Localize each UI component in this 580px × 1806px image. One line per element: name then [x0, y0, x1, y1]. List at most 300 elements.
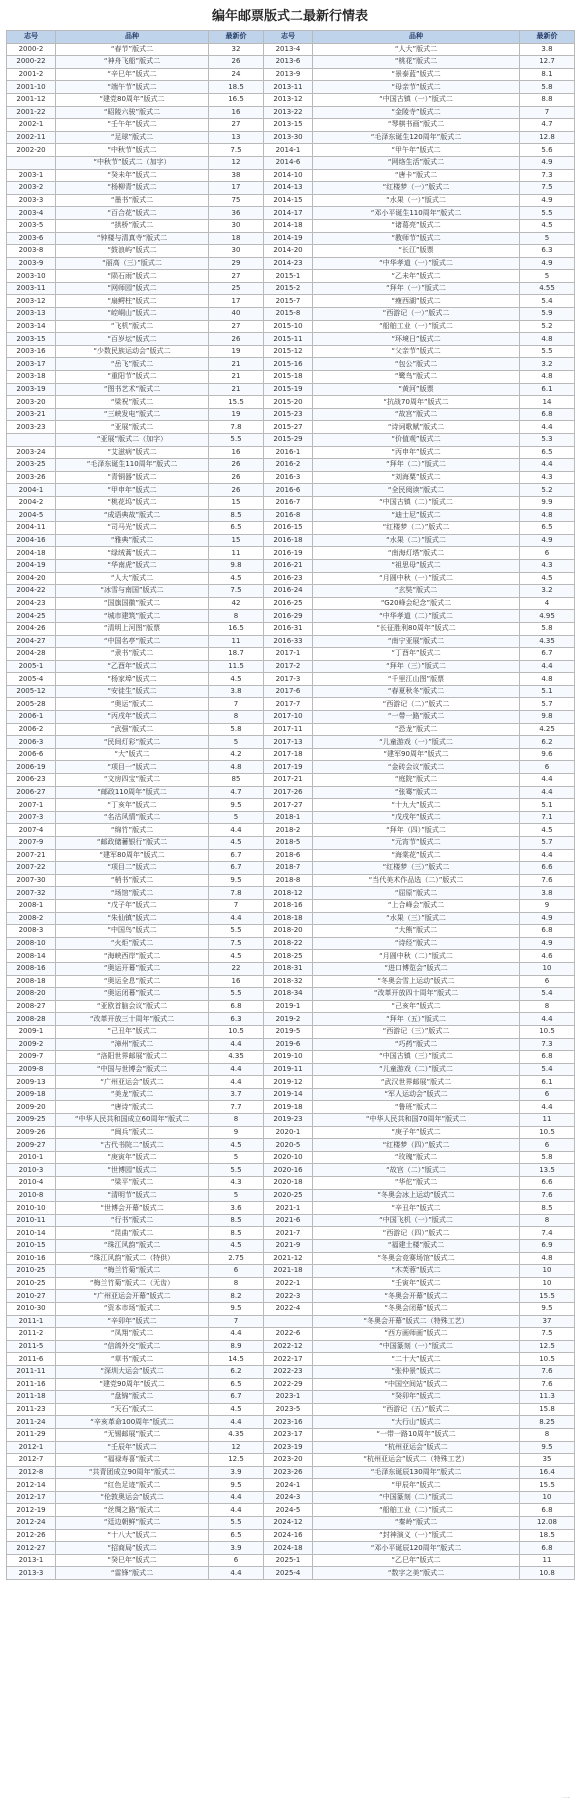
left-latest-price-cell: 3.9 — [209, 1466, 264, 1479]
right-issue-number-cell: 2014-23 — [264, 257, 313, 270]
left-latest-price-cell: 8.2 — [209, 1290, 264, 1303]
right-variety-cell: “桃花”版式二 — [313, 56, 520, 69]
left-latest-price-cell: 3.7 — [209, 1088, 264, 1101]
right-variety-cell: “玫瑰”版式二 — [313, 1151, 520, 1164]
table-row — [7, 358, 575, 371]
left-issue-number-cell — [7, 434, 56, 447]
left-issue-number-cell: 2008-18 — [7, 975, 56, 988]
right-variety-cell: “杭州亚运会”版式二 — [313, 1441, 520, 1454]
right-latest-price-cell: 5.5 — [520, 207, 575, 220]
left-latest-price-cell: 5 — [209, 811, 264, 824]
table-row — [7, 811, 575, 824]
left-issue-number-cell: 2007-9 — [7, 837, 56, 850]
left-issue-number-cell: 2003-6 — [7, 232, 56, 245]
right-latest-price-cell: 8 — [520, 1000, 575, 1013]
right-issue-number-cell: 2017-2 — [264, 660, 313, 673]
right-issue-number-cell: 2025-1 — [264, 1554, 313, 1567]
right-issue-number-cell: 2018-16 — [264, 899, 313, 912]
right-variety-cell: “十九大”版式二 — [313, 799, 520, 812]
left-variety-cell: “绿绒蒿”版式二 — [56, 547, 209, 560]
left-variety-cell: “廷边朝鲜”版式二 — [56, 1517, 209, 1530]
left-variety-cell: “重阳节”版式二 — [56, 371, 209, 384]
right-latest-price-cell: 35 — [520, 1454, 575, 1467]
left-variety-cell: “邮政110周年”版式二 — [56, 786, 209, 799]
right-issue-number-cell: 2015-8 — [264, 308, 313, 321]
left-variety-cell: “成语典故”版式二 — [56, 509, 209, 522]
left-issue-number-cell: 2008-1 — [7, 899, 56, 912]
table-row — [7, 648, 575, 661]
table-row — [7, 1378, 575, 1391]
left-issue-number-cell: 2011-24 — [7, 1416, 56, 1429]
left-issue-number-cell: 2013-1 — [7, 1554, 56, 1567]
table-row — [7, 1441, 575, 1454]
left-issue-number-cell: 2003-5 — [7, 219, 56, 232]
right-variety-cell: “恐龙”版式二 — [313, 723, 520, 736]
right-variety-cell: “军人运动会”版式二 — [313, 1088, 520, 1101]
right-latest-price-cell: 7.5 — [520, 182, 575, 195]
left-latest-price-cell: 9.5 — [209, 1302, 264, 1315]
table-row — [7, 1567, 575, 1580]
right-latest-price-cell: 37 — [520, 1315, 575, 1328]
right-variety-cell: “张骞”版式二 — [313, 786, 520, 799]
left-variety-cell: “中国名亭”版式二 — [56, 635, 209, 648]
right-variety-cell: “故宫”版式二 — [313, 408, 520, 421]
left-variety-cell: “梢书”版式二 — [56, 874, 209, 887]
right-variety-cell: “价值观”版式二 — [313, 434, 520, 447]
right-issue-number-cell: 2020-18 — [264, 1177, 313, 1190]
left-variety-cell: “深圳大运会”版式二 — [56, 1365, 209, 1378]
table-row — [7, 1554, 575, 1567]
right-latest-price-cell: 8.25 — [520, 1416, 575, 1429]
right-latest-price-cell: 14 — [520, 396, 575, 409]
right-variety-cell: “毛泽东诞生120周年”版式二 — [313, 131, 520, 144]
left-variety-cell: “名沽风情”版式二 — [56, 811, 209, 824]
right-issue-number-cell: 2013-9 — [264, 68, 313, 81]
right-latest-price-cell: 10.5 — [520, 1025, 575, 1038]
left-variety-cell: “清明上河图”版票 — [56, 622, 209, 635]
table-row — [7, 1391, 575, 1404]
left-variety-cell: “毛泽东诞生110周年”版式二 — [56, 459, 209, 472]
left-variety-cell: “癸未年”版式二 — [56, 169, 209, 182]
right-latest-price-cell: 5.1 — [520, 685, 575, 698]
left-latest-price-cell: 5.8 — [209, 723, 264, 736]
right-variety-cell: “中华孝道（一）”版式二 — [313, 257, 520, 270]
left-issue-number-cell: 2007-30 — [7, 874, 56, 887]
table-row — [7, 1403, 575, 1416]
right-variety-cell: “西游记（五）”版式二 — [313, 1403, 520, 1416]
left-issue-number-cell: 2002-20 — [7, 144, 56, 157]
left-latest-price-cell: 17 — [209, 182, 264, 195]
right-issue-number-cell: 2020-10 — [264, 1151, 313, 1164]
left-variety-cell: “隶书”版式二 — [56, 648, 209, 661]
left-variety-cell: “闽兵”版式二 — [56, 1126, 209, 1139]
table-row — [7, 597, 575, 610]
right-issue-number-cell: 2018-8 — [264, 874, 313, 887]
header-id-left: 志号 — [7, 31, 56, 44]
right-variety-cell: “己亥年”版式二 — [313, 1000, 520, 1013]
right-latest-price-cell: 6.6 — [520, 862, 575, 875]
right-variety-cell: “故宫（二）”版式二 — [313, 1164, 520, 1177]
table-row — [7, 144, 575, 157]
left-issue-number-cell: 2011-16 — [7, 1378, 56, 1391]
right-latest-price-cell: 7.4 — [520, 1227, 575, 1240]
right-issue-number-cell: 2014-20 — [264, 245, 313, 258]
left-latest-price-cell: 38 — [209, 169, 264, 182]
left-variety-cell: “辛亥革命100周年”版式二 — [56, 1416, 209, 1429]
header-id-right: 志号 — [264, 31, 313, 44]
right-latest-price-cell: 6.8 — [520, 1051, 575, 1064]
price-table — [6, 30, 575, 1580]
right-issue-number-cell: 2015-10 — [264, 320, 313, 333]
left-variety-cell: “神舟飞船”版式二 — [56, 56, 209, 69]
left-issue-number-cell: 2003-1 — [7, 169, 56, 182]
right-issue-number-cell: 2015-18 — [264, 371, 313, 384]
left-latest-price-cell: 40 — [209, 308, 264, 321]
right-variety-cell: “元宵节”版式二 — [313, 837, 520, 850]
left-issue-number-cell: 2003-3 — [7, 194, 56, 207]
left-latest-price-cell: 4.35 — [209, 1051, 264, 1064]
right-issue-number-cell: 2016-2 — [264, 459, 313, 472]
left-latest-price-cell: 3.8 — [209, 685, 264, 698]
right-latest-price-cell: 6.5 — [520, 522, 575, 535]
table-row — [7, 723, 575, 736]
right-issue-number-cell: 2017-6 — [264, 685, 313, 698]
right-issue-number-cell: 2017-3 — [264, 673, 313, 686]
left-variety-cell: “辛巳年”版式二 — [56, 68, 209, 81]
table-row — [7, 207, 575, 220]
right-latest-price-cell: 7.3 — [520, 169, 575, 182]
left-latest-price-cell: 12 — [209, 1441, 264, 1454]
right-variety-cell: “拜年（五）”版式二 — [313, 1013, 520, 1026]
left-issue-number-cell: 2008-28 — [7, 1013, 56, 1026]
table-row — [7, 610, 575, 623]
left-variety-cell: “亚展”版式二 — [56, 421, 209, 434]
table-row — [7, 1038, 575, 1051]
right-issue-number-cell: 2019-1 — [264, 1000, 313, 1013]
left-latest-price-cell: 21 — [209, 358, 264, 371]
right-variety-cell: “张仲景”版式二 — [313, 1365, 520, 1378]
right-latest-price-cell: 4.4 — [520, 849, 575, 862]
left-latest-price-cell: 6.3 — [209, 1013, 264, 1026]
left-latest-price-cell: 10.5 — [209, 1025, 264, 1038]
left-latest-price-cell: 6 — [209, 1265, 264, 1278]
left-variety-cell: “拱桥”版式二 — [56, 219, 209, 232]
right-latest-price-cell: 5 — [520, 232, 575, 245]
right-variety-cell: “戊戌年”版式二 — [313, 811, 520, 824]
left-issue-number-cell: 2009-25 — [7, 1114, 56, 1127]
left-variety-cell: “鼓浪屿”版式二 — [56, 245, 209, 258]
left-variety-cell: “伦敦奥运会”版式二 — [56, 1491, 209, 1504]
right-latest-price-cell: 5.8 — [520, 622, 575, 635]
right-variety-cell: “上合峰会”版式二 — [313, 899, 520, 912]
left-issue-number-cell: 2007-1 — [7, 799, 56, 812]
right-latest-price-cell: 5.4 — [520, 295, 575, 308]
right-latest-price-cell: 4.9 — [520, 534, 575, 547]
right-issue-number-cell: 2018-25 — [264, 950, 313, 963]
right-latest-price-cell: 4.4 — [520, 1013, 575, 1026]
left-issue-number-cell: 2000-22 — [7, 56, 56, 69]
table-row — [7, 1328, 575, 1341]
right-issue-number-cell: 2017-26 — [264, 786, 313, 799]
left-issue-number-cell: 2012-14 — [7, 1479, 56, 1492]
right-issue-number-cell: 2014-17 — [264, 207, 313, 220]
table-row — [7, 1529, 575, 1542]
table-row — [7, 786, 575, 799]
right-issue-number-cell: 2024-12 — [264, 1517, 313, 1530]
left-latest-price-cell: 5.5 — [209, 925, 264, 938]
right-latest-price-cell: 5.9 — [520, 308, 575, 321]
table-row — [7, 1164, 575, 1177]
left-variety-cell: “珠江风韵”版式二 — [56, 1240, 209, 1253]
left-variety-cell: “梁祝”版式二 — [56, 396, 209, 409]
left-latest-price-cell: 85 — [209, 774, 264, 787]
left-issue-number-cell: 2009-18 — [7, 1088, 56, 1101]
left-variety-cell: “建党80周年”版式二 — [56, 93, 209, 106]
left-issue-number-cell: 2011-18 — [7, 1391, 56, 1404]
left-issue-number-cell: 2009-27 — [7, 1139, 56, 1152]
right-latest-price-cell: 8 — [520, 1214, 575, 1227]
table-row — [7, 711, 575, 724]
right-issue-number-cell: 2022-12 — [264, 1340, 313, 1353]
right-latest-price-cell: 4.7 — [520, 119, 575, 132]
right-variety-cell: “中华孝道（二）”版式二 — [313, 610, 520, 623]
right-latest-price-cell: 15.8 — [520, 1403, 575, 1416]
right-issue-number-cell: 2025-4 — [264, 1567, 313, 1580]
left-variety-cell: “奥运全息”版式二 — [56, 975, 209, 988]
right-variety-cell: “木芙蓉”版式二 — [313, 1265, 520, 1278]
left-issue-number-cell: 2010-14 — [7, 1227, 56, 1240]
left-variety-cell: “清明节”版式二 — [56, 1189, 209, 1202]
left-latest-price-cell: 3.6 — [209, 1202, 264, 1215]
left-latest-price-cell: 4.4 — [209, 1038, 264, 1051]
left-latest-price-cell: 5 — [209, 1151, 264, 1164]
left-variety-cell: “昆曲”版式二 — [56, 1227, 209, 1240]
left-latest-price-cell: 6.8 — [209, 1000, 264, 1013]
left-latest-price-cell: 7.8 — [209, 887, 264, 900]
table-row — [7, 1114, 575, 1127]
right-latest-price-cell: 4.8 — [520, 673, 575, 686]
left-issue-number-cell: 2003-21 — [7, 408, 56, 421]
left-variety-cell: “司马光”版式二 — [56, 522, 209, 535]
left-latest-price-cell: 6 — [209, 1554, 264, 1567]
left-latest-price-cell: 6.2 — [209, 1365, 264, 1378]
left-issue-number-cell: 2003-8 — [7, 245, 56, 258]
right-variety-cell: “西游记（一）”版式二 — [313, 308, 520, 321]
left-issue-number-cell: 2004-23 — [7, 597, 56, 610]
right-variety-cell: “毛泽东诞辰130周年”版式二 — [313, 1466, 520, 1479]
left-latest-price-cell: 12.5 — [209, 1454, 264, 1467]
right-latest-price-cell: 6 — [520, 1088, 575, 1101]
table-row — [7, 874, 575, 887]
left-variety-cell: “朱仙镇”版式二 — [56, 912, 209, 925]
table-row — [7, 1466, 575, 1479]
table-row — [7, 1139, 575, 1152]
right-issue-number-cell: 2016-3 — [264, 471, 313, 484]
right-latest-price-cell: 11.3 — [520, 1391, 575, 1404]
table-row — [7, 421, 575, 434]
right-variety-cell: “中华人民共和国70周年”版式二 — [313, 1114, 520, 1127]
right-variety-cell: “儿童游戏（一）”版式二 — [313, 736, 520, 749]
table-header-row — [7, 31, 575, 44]
right-variety-cell: “建军90周年”版式二 — [313, 748, 520, 761]
left-latest-price-cell: 36 — [209, 207, 264, 220]
left-issue-number-cell: 2009-8 — [7, 1063, 56, 1076]
left-issue-number-cell: 2011-29 — [7, 1428, 56, 1441]
right-variety-cell: “中国古镇（一）”版式二 — [313, 93, 520, 106]
table-row — [7, 81, 575, 94]
left-issue-number-cell: 2000-2 — [7, 43, 56, 56]
left-issue-number-cell: 2006-23 — [7, 774, 56, 787]
right-issue-number-cell: 2019-6 — [264, 1038, 313, 1051]
left-variety-cell: “洛阳世界邮展”版式二 — [56, 1051, 209, 1064]
left-issue-number-cell: 2004-16 — [7, 534, 56, 547]
right-latest-price-cell: 4.8 — [520, 371, 575, 384]
left-issue-number-cell: 2003-12 — [7, 295, 56, 308]
left-latest-price-cell: 4.4 — [209, 1076, 264, 1089]
right-variety-cell: “冬奥会闭幕”版式二 — [313, 1302, 520, 1315]
table-row — [7, 68, 575, 81]
right-issue-number-cell: 2013-12 — [264, 93, 313, 106]
right-issue-number-cell: 2016-29 — [264, 610, 313, 623]
left-latest-price-cell: 27 — [209, 119, 264, 132]
right-variety-cell: “一带一路”版式二 — [313, 711, 520, 724]
left-latest-price-cell: 4.5 — [209, 1403, 264, 1416]
table-row — [7, 849, 575, 862]
left-latest-price-cell: 4.5 — [209, 572, 264, 585]
right-issue-number-cell: 2015-27 — [264, 421, 313, 434]
left-variety-cell: “无锡邮展”版式二 — [56, 1428, 209, 1441]
right-latest-price-cell: 7 — [520, 106, 575, 119]
right-variety-cell: “环境日”版式二 — [313, 333, 520, 346]
left-issue-number-cell: 2010-10 — [7, 1202, 56, 1215]
right-variety-cell: “船舶工业（一）”版式二 — [313, 320, 520, 333]
right-latest-price-cell: 6.8 — [520, 1504, 575, 1517]
right-latest-price-cell: 16.4 — [520, 1466, 575, 1479]
left-issue-number-cell: 2009-13 — [7, 1076, 56, 1089]
table-row — [7, 774, 575, 787]
right-issue-number-cell: 2016-21 — [264, 559, 313, 572]
left-issue-number-cell: 2004-22 — [7, 585, 56, 598]
right-latest-price-cell: 4.55 — [520, 282, 575, 295]
table-row — [7, 270, 575, 283]
left-variety-cell: “美龙”版式二 — [56, 1088, 209, 1101]
header-name-left: 品种 — [56, 31, 209, 44]
right-issue-number-cell: 2014-10 — [264, 169, 313, 182]
table-row — [7, 975, 575, 988]
left-latest-price-cell: 75 — [209, 194, 264, 207]
right-latest-price-cell: 10.5 — [520, 1353, 575, 1366]
right-variety-cell: “儿童游戏（二）”版式二 — [313, 1063, 520, 1076]
left-issue-number-cell: 2012-8 — [7, 1466, 56, 1479]
left-issue-number-cell: 2003-4 — [7, 207, 56, 220]
table-row — [7, 446, 575, 459]
right-issue-number-cell: 2016-15 — [264, 522, 313, 535]
table-row — [7, 408, 575, 421]
left-issue-number-cell: 2004-18 — [7, 547, 56, 560]
page-title: 编年邮票版式二最新行情表 — [211, 9, 368, 24]
right-variety-cell: “月圆中秋（一）”版式二 — [313, 572, 520, 585]
left-latest-price-cell: 4.4 — [209, 1416, 264, 1429]
table-row — [7, 1340, 575, 1353]
right-issue-number-cell: 2017-19 — [264, 761, 313, 774]
right-issue-number-cell: 2016-1 — [264, 446, 313, 459]
right-variety-cell: “邓小平诞辰120周年”版式二 — [313, 1542, 520, 1555]
left-issue-number-cell: 2008-16 — [7, 962, 56, 975]
left-issue-number-cell: 2004-1 — [7, 484, 56, 497]
left-variety-cell: “绵竹”版式二 — [56, 824, 209, 837]
left-issue-number-cell: 2008-10 — [7, 937, 56, 950]
right-issue-number-cell: 2023-16 — [264, 1416, 313, 1429]
left-latest-price-cell: 6.5 — [209, 522, 264, 535]
right-latest-price-cell: 11 — [520, 1554, 575, 1567]
left-variety-cell: “唐诗”版式二 — [56, 1101, 209, 1114]
left-issue-number-cell: 2003-26 — [7, 471, 56, 484]
left-issue-number-cell: 2003-15 — [7, 333, 56, 346]
right-variety-cell: “玄奘”版式二 — [313, 585, 520, 598]
right-variety-cell: “当代美术作品选（二）”版式二 — [313, 874, 520, 887]
right-variety-cell: “红楼梦（一）”版式二 — [313, 182, 520, 195]
right-issue-number-cell: 2019-14 — [264, 1088, 313, 1101]
right-latest-price-cell: 4.5 — [520, 219, 575, 232]
left-issue-number-cell: 2004-20 — [7, 572, 56, 585]
right-issue-number-cell: 2024-5 — [264, 1504, 313, 1517]
right-variety-cell: “冬奥会雪上运动”版式二 — [313, 975, 520, 988]
table-row — [7, 1416, 575, 1429]
right-latest-price-cell: 6.7 — [520, 648, 575, 661]
left-latest-price-cell: 4.4 — [209, 1328, 264, 1341]
left-issue-number-cell: 2011-2 — [7, 1328, 56, 1341]
right-latest-price-cell: 12.7 — [520, 56, 575, 69]
left-latest-price-cell: 11 — [209, 635, 264, 648]
table-row — [7, 194, 575, 207]
left-latest-price-cell: 21 — [209, 383, 264, 396]
left-variety-cell: “十八大”版式二 — [56, 1529, 209, 1542]
left-latest-price-cell: 8.5 — [209, 1227, 264, 1240]
left-issue-number-cell: 2010-15 — [7, 1240, 56, 1253]
right-latest-price-cell: 7.6 — [520, 874, 575, 887]
right-latest-price-cell: 12.8 — [520, 131, 575, 144]
left-latest-price-cell: 19 — [209, 408, 264, 421]
right-variety-cell: “壬寅年”版式二 — [313, 1277, 520, 1290]
table-row — [7, 1302, 575, 1315]
right-issue-number-cell: 2016-19 — [264, 547, 313, 560]
left-variety-cell: “春节”版式二 — [56, 43, 209, 56]
right-issue-number-cell: 2019-11 — [264, 1063, 313, 1076]
right-latest-price-cell: 6.5 — [520, 446, 575, 459]
left-latest-price-cell: 4.4 — [209, 1491, 264, 1504]
right-latest-price-cell: 4.8 — [520, 1252, 575, 1265]
left-variety-cell: “端午节”版式二 — [56, 81, 209, 94]
right-issue-number-cell: 2016-33 — [264, 635, 313, 648]
table-row — [7, 1227, 575, 1240]
left-latest-price-cell: 9.5 — [209, 874, 264, 887]
table-row — [7, 572, 575, 585]
left-variety-cell: “建党90周年”版式二 — [56, 1378, 209, 1391]
right-variety-cell: “二十大”版式二 — [313, 1353, 520, 1366]
left-issue-number-cell: 2005-4 — [7, 673, 56, 686]
table-row — [7, 1013, 575, 1026]
left-variety-cell: “广州亚运会”版式二 — [56, 1076, 209, 1089]
right-latest-price-cell: 5.7 — [520, 837, 575, 850]
left-variety-cell: “亚展”版式二（加字） — [56, 434, 209, 447]
left-latest-price-cell: 26 — [209, 56, 264, 69]
left-latest-price-cell: 7.5 — [209, 585, 264, 598]
right-latest-price-cell: 12.08 — [520, 1517, 575, 1530]
left-variety-cell: “场馆”版式二 — [56, 887, 209, 900]
left-issue-number-cell: 2006-3 — [7, 736, 56, 749]
left-issue-number-cell: 2004-11 — [7, 522, 56, 535]
left-latest-price-cell: 4.4 — [209, 912, 264, 925]
